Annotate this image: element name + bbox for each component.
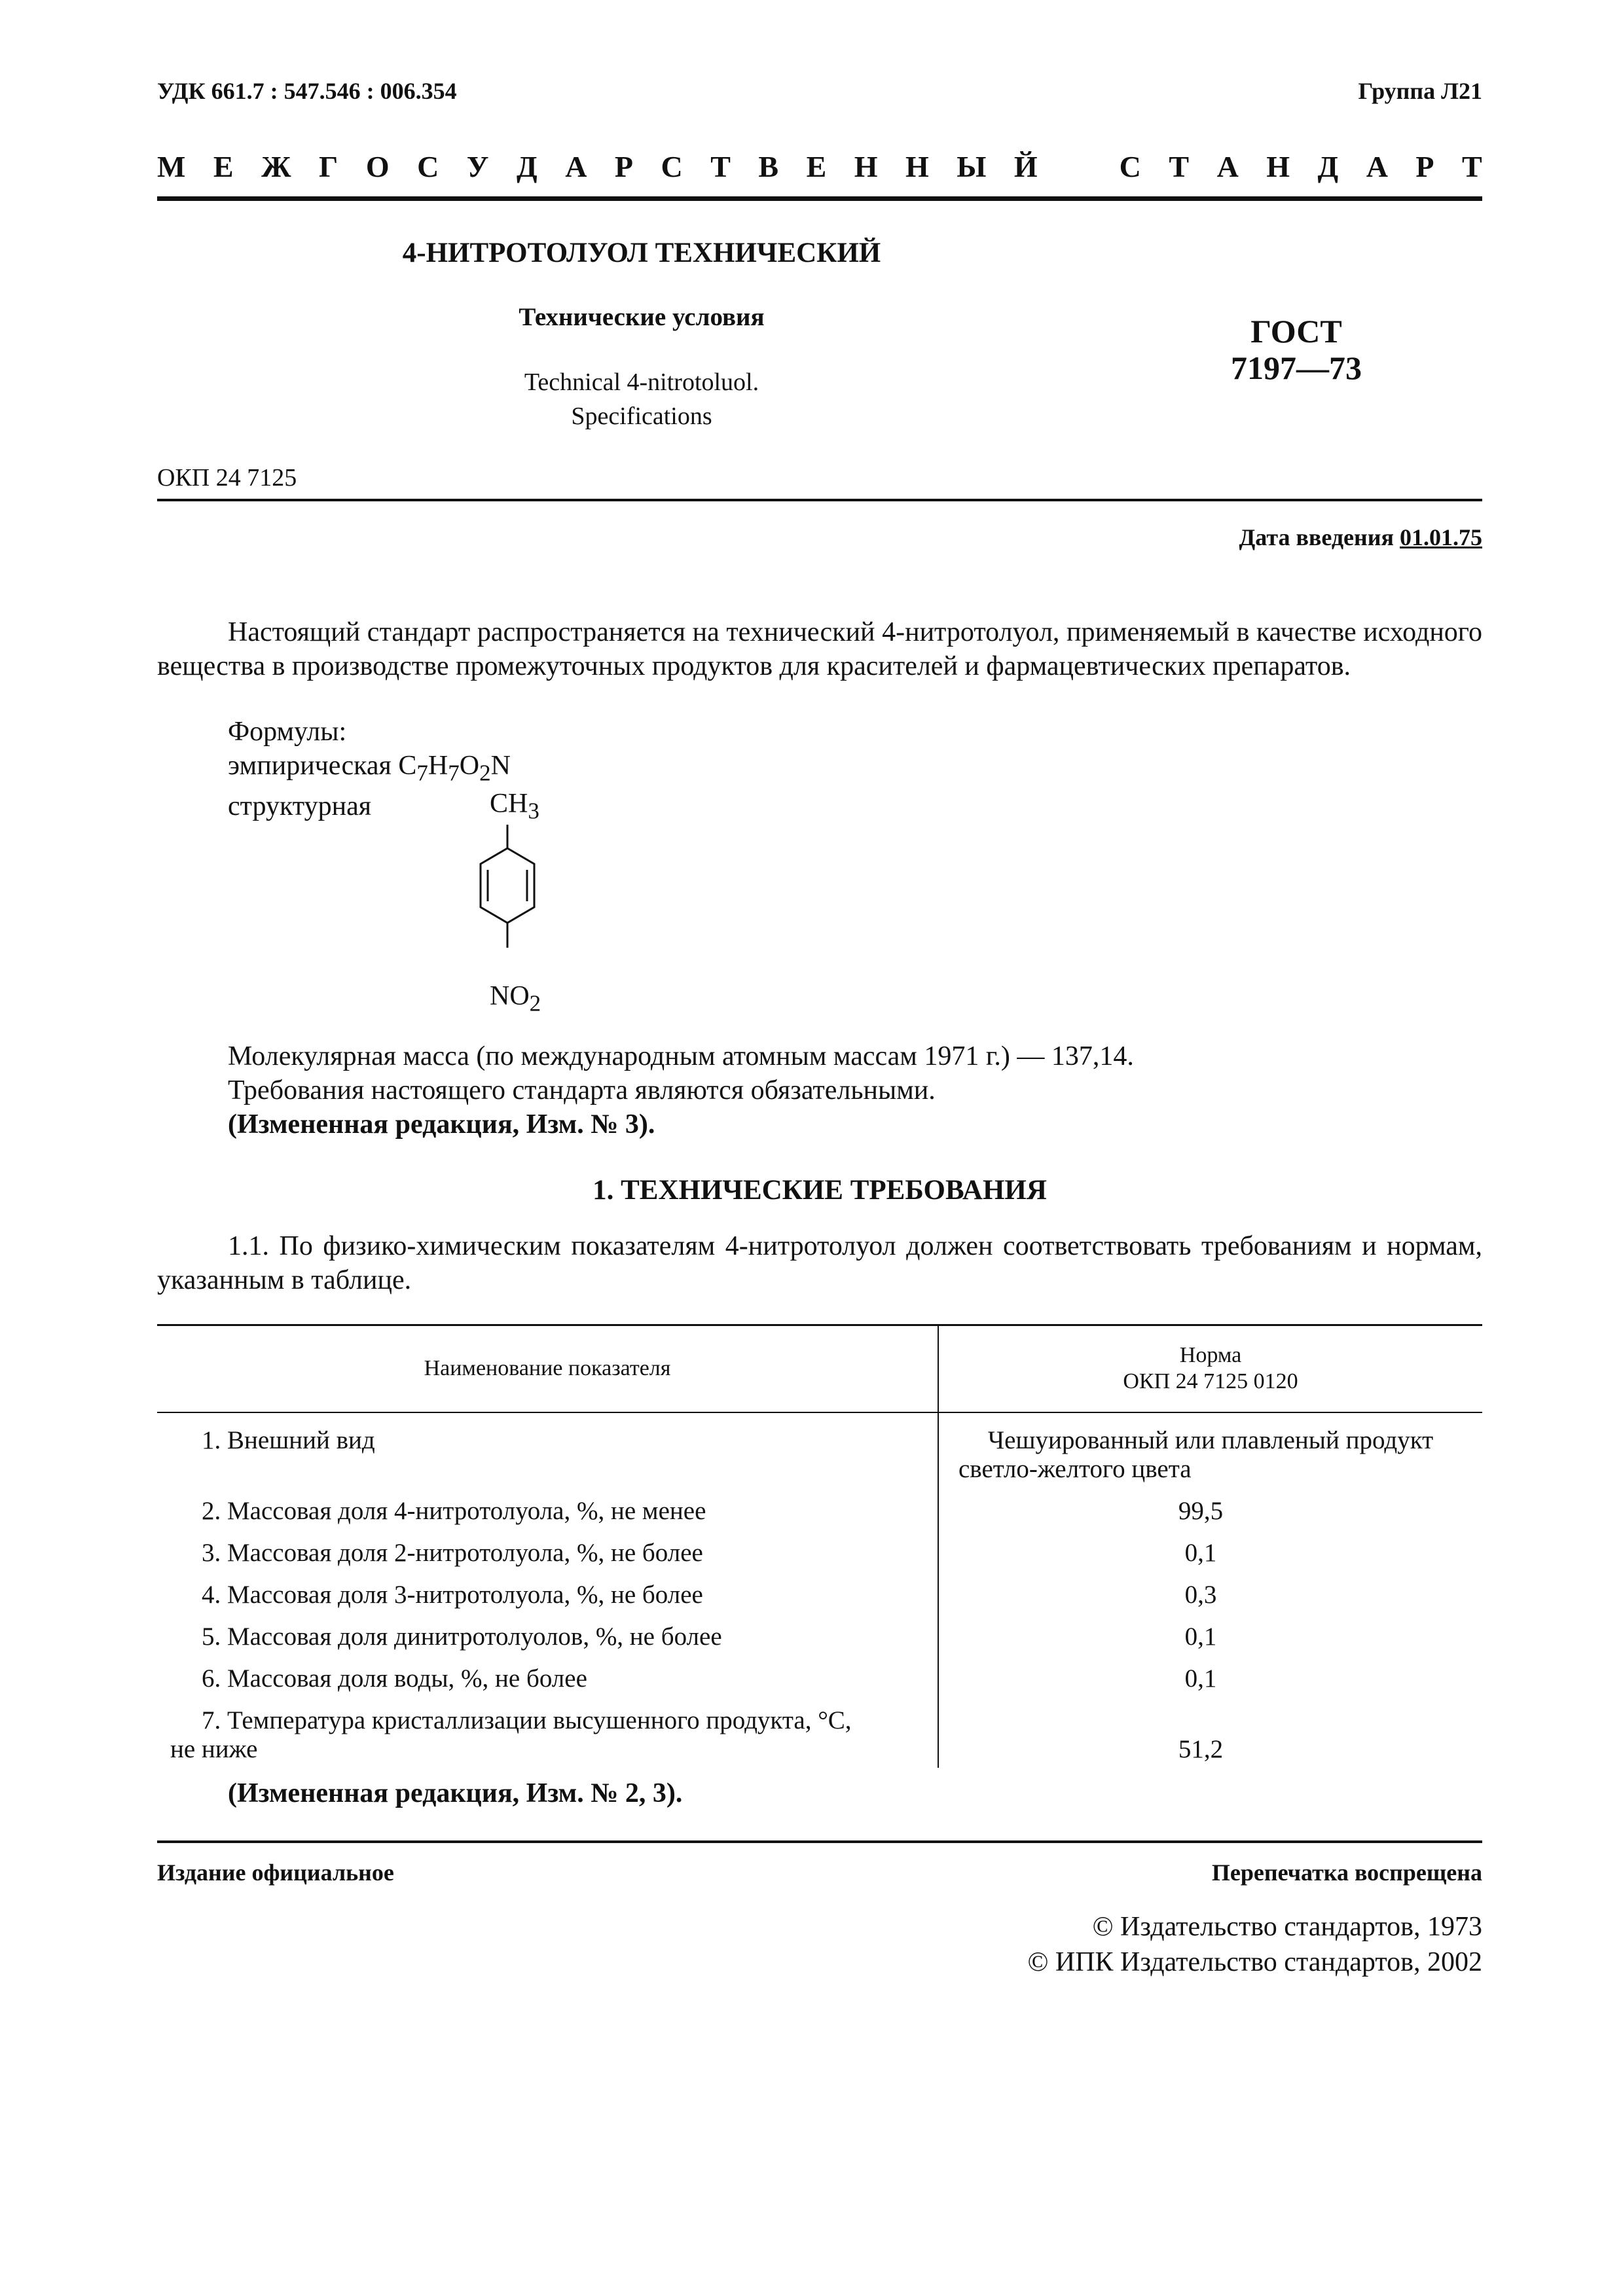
banner-letter: Ы <box>957 150 987 183</box>
row-value: 51,2 <box>1178 1735 1224 1763</box>
column-header-name: Наименование показателя <box>157 1325 938 1412</box>
banner-rule <box>157 196 1482 201</box>
benzene-ring-diagram <box>458 823 556 987</box>
row-name: 3. Массовая доля 2-нитротолуола, %, не более <box>157 1530 938 1571</box>
copyright-2002: © ИПК Издательство стандартов, 2002 <box>1027 1947 1482 1977</box>
formulas-label: Формулы: <box>228 717 347 747</box>
empirical-label: эмпирическая <box>228 751 392 781</box>
footer-rule <box>157 1840 1482 1843</box>
udk-code: УДК 661.7 : 547.546 : 006.354 <box>157 78 457 104</box>
banner-letter: С <box>417 150 439 183</box>
banner-letter: А <box>565 150 587 183</box>
row-name: 4. Массовая доля 3-нитротолуола, %, не более <box>157 1571 938 1613</box>
banner-letter: Е <box>806 150 827 183</box>
row-value: 0,1 <box>1184 1623 1217 1651</box>
section-heading: 1. ТЕХНИЧЕСКИЕ ТРЕБОВАНИЯ <box>593 1175 1047 1206</box>
empirical-value: $C_7H_7O_2N$ <box>398 751 511 786</box>
official-edition: Издание официальное <box>157 1859 394 1886</box>
banner-letter: Т <box>1169 150 1190 183</box>
standard-banner <box>157 149 1482 184</box>
gost-designation <box>1159 313 1434 386</box>
english-title-line: Specifications <box>571 403 712 430</box>
row-value: 0,1 <box>1184 1539 1217 1567</box>
table-row <box>157 1655 1482 1697</box>
empirical-formula <box>228 749 511 790</box>
gost-label: ГОСТ <box>1250 313 1342 350</box>
row-name: 2. Массовая доля 4-нитротолуола, %, не менее <box>157 1488 938 1530</box>
row-name: 6. Массовая доля воды, %, не более <box>157 1655 938 1697</box>
copyright-1973: © Издательство стандартов, 1973 <box>1092 1912 1482 1942</box>
gost-number: 7197—73 <box>1231 350 1362 386</box>
row-name: 1. Внешний вид <box>157 1412 938 1488</box>
banner-letter: Г <box>319 150 338 183</box>
banner-letter: Т <box>710 150 731 183</box>
methyl-group: $CH_3$ <box>490 789 539 824</box>
row-value: 99,5 <box>1178 1497 1224 1525</box>
banner-letter: М <box>157 150 186 183</box>
banner-letter: Ж <box>261 150 291 183</box>
banner-letter: С <box>1119 150 1141 183</box>
banner-letter: Д <box>1317 150 1339 183</box>
table-row <box>157 1571 1482 1613</box>
molar-mass: Молекулярная масса (по международным атомным массам 1971 г.) — 137,14. <box>228 1041 1134 1071</box>
clause-1-1: 1.1. По физико-химическим показателям 4-нитротолуол должен соответствовать требованиям и нормам, указанным в таблице. <box>157 1231 1482 1295</box>
okp-rule <box>157 499 1482 501</box>
banner-letter: Н <box>854 150 878 183</box>
amendment-note: (Измененная редакция, Изм. № 3). <box>228 1109 655 1139</box>
table-row <box>157 1530 1482 1571</box>
norms-table <box>157 1325 1482 1768</box>
group-code: Группа Л21 <box>1358 78 1482 104</box>
table-row <box>157 1697 1482 1768</box>
nitro-group: $NO_2$ <box>490 981 541 1016</box>
banner-letter: Р <box>1415 150 1434 183</box>
table-row <box>157 1412 1482 1488</box>
effective-date-value: 01.01.75 <box>1400 524 1482 550</box>
banner-letter: Й <box>1013 150 1038 183</box>
banner-letter: А <box>1366 150 1388 183</box>
effective-date-label: Дата введения <box>1239 524 1394 550</box>
row-value: 0,3 <box>1184 1581 1217 1609</box>
table-row <box>157 1488 1482 1530</box>
table-header-row <box>157 1325 1482 1412</box>
document-title: 4-НИТРОТОЛУОЛ ТЕХНИЧЕСКИЙ <box>402 238 881 268</box>
banner-letter: Е <box>213 150 234 183</box>
banner-letter: Н <box>1266 150 1290 183</box>
english-title <box>157 365 1126 433</box>
banner-letter: Н <box>905 150 929 183</box>
okp-code: ОКП 24 7125 <box>157 464 297 492</box>
amendment-note-2: (Измененная редакция, Изм. № 2, 3). <box>228 1778 683 1808</box>
mandatory-note: Требования настоящего стандарта являются обязательными. <box>228 1075 936 1105</box>
row-name: 7. Температура кристаллизации высушенного продукта, °C, не ниже <box>157 1697 938 1768</box>
banner-letter: А <box>1216 150 1239 183</box>
row-value: 0,1 <box>1184 1664 1217 1693</box>
banner-letter: Т <box>1462 150 1482 183</box>
document-subtitle: Технические условия <box>519 303 765 331</box>
structural-label: структурная <box>228 791 372 821</box>
banner-letter: С <box>661 150 683 183</box>
row-value: Чешуированный или плавленый продукт светло-желтого цвета <box>958 1426 1434 1483</box>
banner-letter: Р <box>614 150 634 183</box>
column-header-norm: Норма ОКП 24 7125 0120 <box>1123 1343 1298 1393</box>
intro-paragraph: Настоящий стандарт распространяется на технический 4-нитротолуол, применяемый в качестве исходного вещества в производстве промежуточных продуктов для красителей и фармацевтических препаратов. <box>157 617 1482 681</box>
english-title-line: Technical 4-nitrotoluol. <box>524 368 759 396</box>
banner-letter: У <box>466 150 489 183</box>
effective-date <box>1239 524 1483 551</box>
row-name: 5. Массовая доля динитротолуолов, %, не более <box>157 1613 938 1655</box>
banner-gap <box>1065 149 1091 184</box>
banner-letter: Д <box>517 150 538 183</box>
banner-letter: В <box>758 150 779 183</box>
banner-letter: О <box>365 150 390 183</box>
reprint-prohibited: Перепечатка воспрещена <box>1211 1859 1482 1886</box>
table-row <box>157 1613 1482 1655</box>
